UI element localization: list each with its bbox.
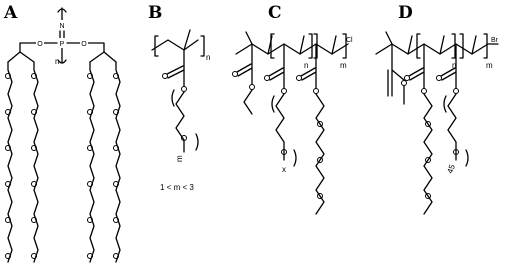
a-left-branch: [8, 52, 34, 62]
d-block-n-brackets: [417, 34, 455, 58]
d-ester-1: [405, 44, 433, 214]
a-sub-n: n: [55, 57, 60, 66]
a-pn-double-bond: [60, 31, 64, 39]
d-end-group: Br: [491, 37, 498, 44]
c-methyls: [268, 36, 336, 54]
c-ester-3: [297, 44, 325, 214]
d-sub-m: m: [486, 61, 493, 70]
panel-d-label: D: [398, 3, 413, 23]
b-carbonyl: [167, 66, 184, 78]
panel-c-label: C: [268, 3, 282, 23]
c-ester-2: [265, 44, 297, 174]
b-peg-chain: [176, 92, 184, 152]
d-backbone: [376, 44, 498, 54]
panel-a: [3, 3, 120, 262]
a-arm-oxygens: [6, 74, 119, 259]
d-sub-45: 45: [445, 163, 457, 175]
c-sub-x: x: [282, 165, 286, 174]
b-sub-n: n: [206, 53, 211, 62]
panel-a-label: A: [4, 3, 18, 23]
b-peg-brackets: [172, 90, 198, 150]
panel-d: [376, 3, 499, 214]
c-block-n-brackets: [271, 34, 312, 58]
a-atom-p: P: [59, 41, 65, 48]
a-atom-n: N: [59, 23, 65, 30]
panel-b-label: B: [148, 3, 163, 23]
a-o-right: O: [81, 41, 87, 48]
d-vinyl-end: [388, 44, 407, 104]
b-sub-m: m: [175, 155, 184, 162]
d-start-methyl: [386, 32, 392, 44]
c-start-methyl: [246, 32, 252, 44]
a-arm-4: [116, 62, 120, 262]
b-carbonyl-o: [163, 74, 168, 79]
d-sub-n: n: [452, 61, 457, 70]
b-backbone: [152, 40, 198, 50]
a-arm-2: [34, 62, 38, 262]
b-ester-o: [182, 87, 187, 92]
c-sub-n: n: [304, 61, 309, 70]
c-backbone: [236, 44, 348, 54]
panel-b: [148, 3, 210, 192]
a-o-left: O: [37, 41, 43, 48]
a-arm-1: [8, 62, 12, 262]
c-sub-m: m: [340, 61, 347, 70]
b-repeat-brackets: [155, 36, 204, 56]
b-range-note: 1 < m < 3: [160, 183, 194, 192]
a-right-branch: [90, 52, 116, 62]
d-methyls: [408, 36, 476, 54]
a-arm-3: [90, 62, 94, 262]
panel-c: [233, 3, 354, 214]
c-end-group: Cl: [346, 37, 353, 44]
